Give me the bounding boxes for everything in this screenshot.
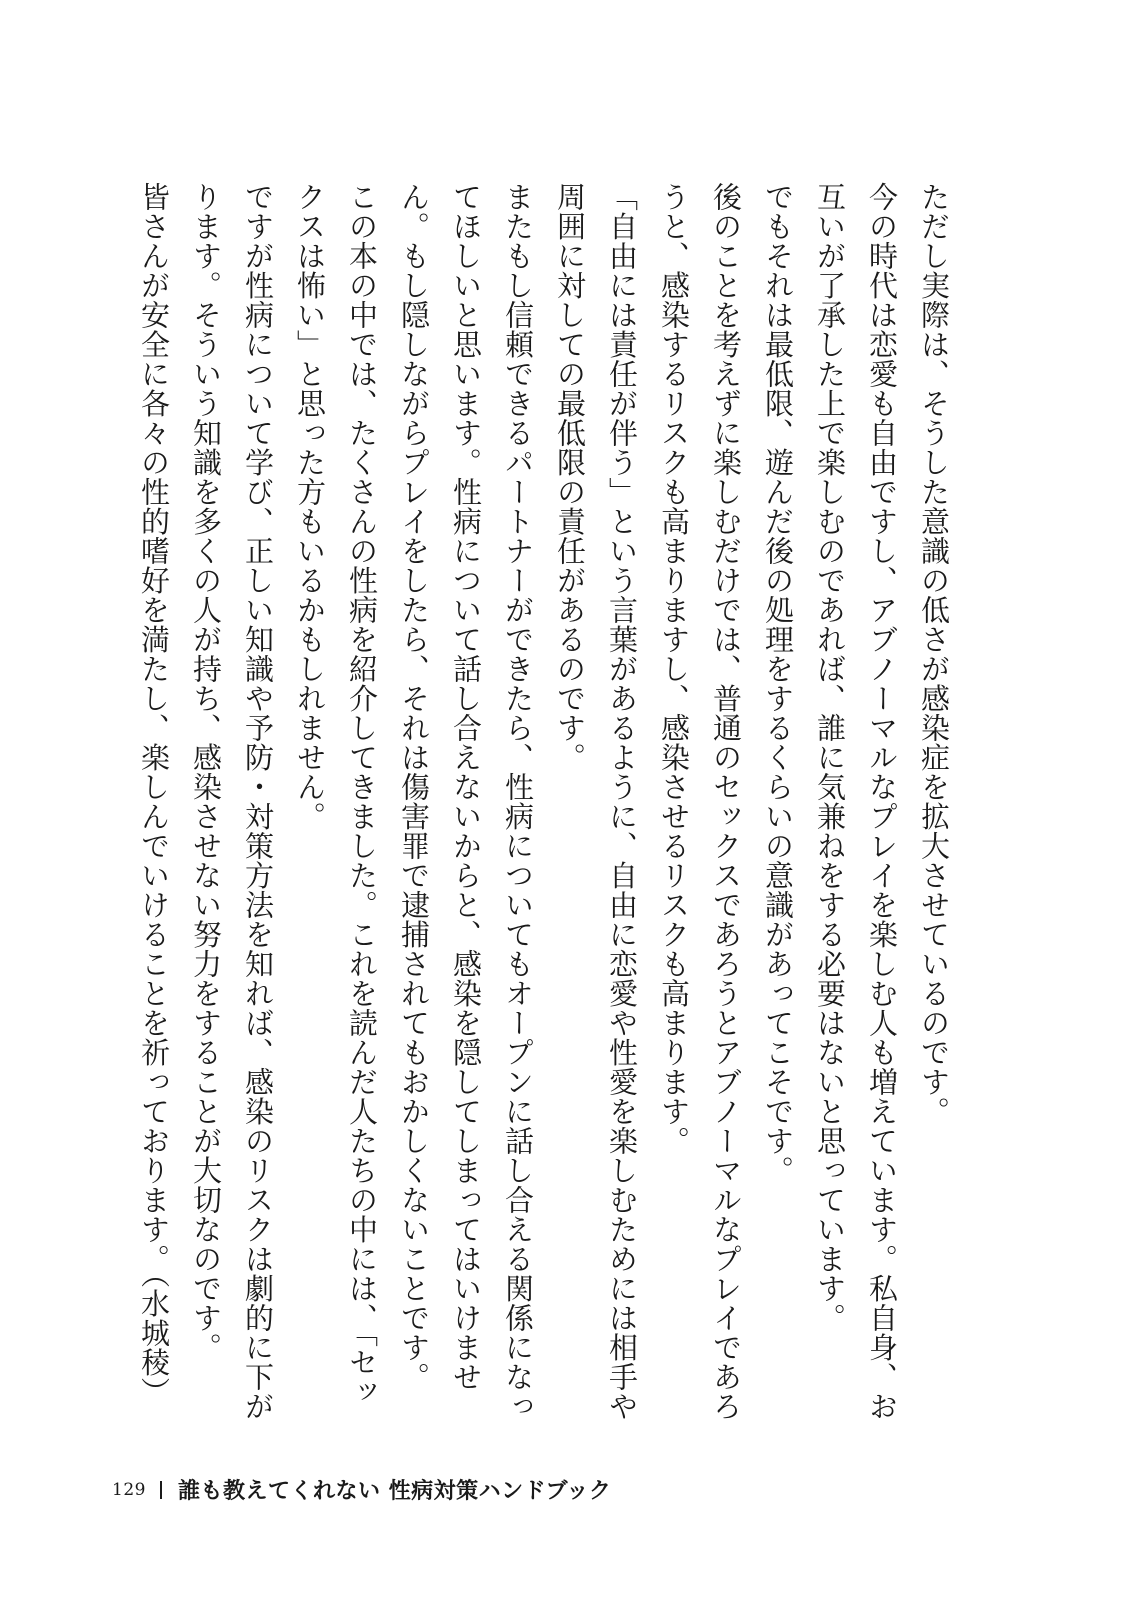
body-text bbox=[137, 182, 960, 1422]
paragraph: この本の中では、たくさんの性病を紹介してきました。これを読んだ人たちの中には、「セックスは怖い」と思った方もいるかもしれません。 bbox=[293, 182, 379, 1407]
footer-separator bbox=[160, 1481, 162, 1499]
paragraph: 「自由には責任が伴う」という言葉があるように、自由に恋愛や性愛を楽しむためには相手や周囲に対しての最低限の責任があるのです。 bbox=[553, 182, 639, 1421]
page-footer bbox=[112, 1474, 611, 1505]
page-number: 129 bbox=[112, 1479, 146, 1500]
paragraph: ただし実際は、そうした意識の低さが感染症を拡大させているのです。 bbox=[917, 182, 951, 1126]
paragraph: 後のことを考えずに楽しむだけでは、普通のセックスであろうとアブノーマルなプレイであろうと、感染するリスクも高まりますし、感染させるリスクも高まります。 bbox=[657, 182, 743, 1421]
paragraph: 今の時代は恋愛も自由ですし、アブノーマルなプレイを楽しむ人も増えています。私自身、お互いが了承した上で楽しむのであれば、誰に気兼ねをする必要はないと思っています。 bbox=[813, 182, 899, 1421]
paragraph: でもそれは最低限、遊んだ後の処理をするくらいの意識があってこそです。 bbox=[761, 182, 795, 1185]
paragraph: またもし信頼できるパートナーができたら、性病についてもオープンに話し合える関係になってほしいと思います。性病について話し合えないからと、感染を隠してしまってはいけません。もし隠しながらプレイをしたら、それは傷害罪で逮捕されてもおかしくないことです。 bbox=[397, 182, 535, 1421]
paragraph: 皆さんが安全に各々の性的嗜好を満たし、楽しんでいけることを祈っております。（水城稜） bbox=[137, 182, 171, 1407]
paragraph: ですが性病について学び、正しい知識や予防・対策方法を知れば、感染のリスクは劇的に下がります。そういう知識を多くの人が持ち、感染させない努力をすることが大切なのです。 bbox=[189, 182, 275, 1421]
book-title: 誰も教えてくれない 性病対策ハンドブック bbox=[177, 1479, 612, 1504]
